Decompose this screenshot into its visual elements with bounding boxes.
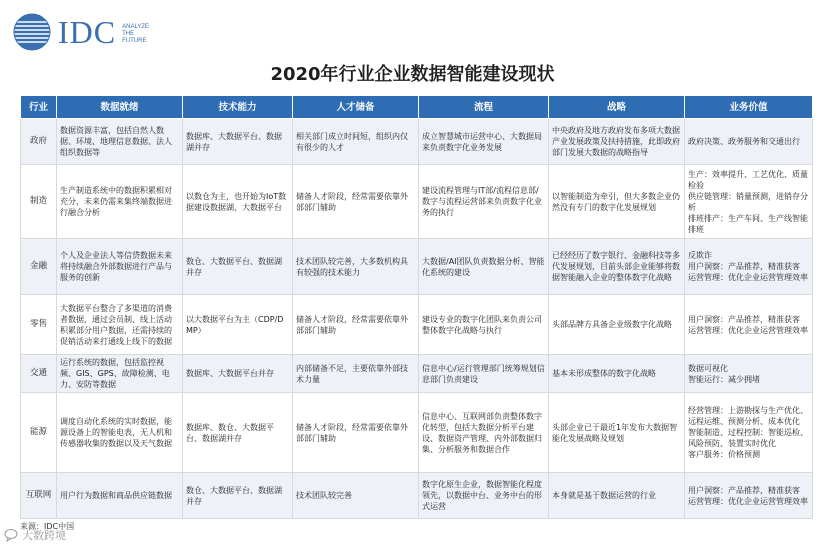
business-value-line: 排班排产：生产车间、生产线智能排班 — [688, 213, 808, 234]
table-row — [21, 295, 813, 355]
strategy-cell: 头部企业已于最近1年发布大数据智能化发展战略及规划 — [549, 393, 685, 473]
logo-tagline-line: ANALYZE — [122, 23, 150, 30]
process-cell: 信息中心/运行管理部门统筹规划信息部门负责建设 — [419, 355, 549, 393]
source-note: 来源：IDC中国 — [20, 522, 75, 531]
table-row — [21, 239, 813, 295]
business-value-line: 智能制造、过程控制：智能巡检、风险预防、装置实时优化 — [688, 428, 808, 448]
data-readiness-cell: 调度自动化系统的实时数据，能源设备上的智能电表，无人机和传感器收集的数据以及天气数据 — [57, 393, 183, 473]
table-row — [21, 355, 813, 393]
column-header: 流程 — [419, 96, 549, 119]
strategy-cell: 头部品牌方具备企业级数字化战略 — [549, 295, 685, 355]
column-header: 数据就绪 — [57, 96, 183, 119]
talent-cell: 相关部门成立时间短，组织内仅有很少的人才 — [293, 119, 419, 165]
business-value-line: 智能运行：减少拥堵 — [688, 374, 760, 384]
watermark-text: 大数跨境 — [22, 529, 66, 542]
business-value-cell — [685, 165, 813, 239]
process-cell: 大数据/AI团队负责数据分析、智能化系统的建设 — [419, 239, 549, 295]
strategy-cell: 中央政府及地方政府发布多项大数据产业发展政策及扶持措施，此即政府部门发展大数据的战略指导 — [549, 119, 685, 165]
table-row — [21, 165, 813, 239]
business-value-line: 用户洞察：产品推荐，精准获客 — [688, 262, 800, 271]
business-value-cell — [685, 119, 813, 165]
business-value-line: 用户洞察：产品推荐，精准获客 — [688, 314, 800, 324]
strategy-cell: 以智能制造为牵引，但大多数企业仍然没有专门的数字化发展规划 — [549, 165, 685, 239]
industry-cell: 互联网 — [21, 473, 57, 519]
talent-cell: 储备人才阶段，经常需要依靠外部部门辅助 — [293, 393, 419, 473]
business-value-cell — [685, 239, 813, 295]
watermark — [4, 527, 66, 543]
talent-cell: 内部储备不足，主要依靠外部技术力量 — [293, 355, 419, 393]
data-readiness-cell: 个人及企业法人等信贷数据未来将持续融合外部数据进行产品与服务的创新 — [57, 239, 183, 295]
talent-cell: 技术团队较完善，大多数机构具有较强的技术能力 — [293, 239, 419, 295]
industry-cell: 交通 — [21, 355, 57, 393]
idc-logo — [12, 12, 149, 52]
process-cell: 信息中心、互联网部负责整体数字化转型，包括大数据分析平台建设、数据资产管理、内外部数据归集、分析服务和数据合作 — [419, 393, 549, 473]
table-row — [21, 119, 813, 165]
chat-bubble-icon — [4, 528, 18, 542]
strategy-cell: 基本未形成整体的数字化战略 — [549, 355, 685, 393]
business-value-cell — [685, 295, 813, 355]
tech-capability-cell: 以大数据平台为主（CDP/DMP） — [183, 295, 293, 355]
business-value-line: 客户服务：价格预测 — [688, 450, 760, 459]
column-header: 技术能力 — [183, 96, 293, 119]
logo-tagline-line: FUTURE — [122, 37, 147, 44]
industry-cell: 零售 — [21, 295, 57, 355]
talent-cell: 储备人才阶段，经常需要依靠外部部门辅助 — [293, 165, 419, 239]
business-value-line: 反欺诈 — [688, 251, 712, 260]
business-value-line: 供应链管理：销量预测，进销存分析 — [688, 191, 808, 212]
tech-capability-cell: 数仓、大数据平台、数据湖并存 — [183, 239, 293, 295]
data-readiness-cell: 用户行为数据和商品供应链数据 — [57, 473, 183, 519]
process-cell: 建设专业的数字化团队来负责公司整体数字化战略与执行 — [419, 295, 549, 355]
column-header: 行业 — [21, 96, 57, 119]
talent-cell: 储备人才阶段，经常需要依靠外部部门辅助 — [293, 295, 419, 355]
data-readiness-cell: 数据资源丰富，包括自然人数据、环境、地理信息数据、法人组织数据等 — [57, 119, 183, 165]
process-cell: 数字化原生企业，数据智能化程度领先，以数据中台、业务中台的形式运营 — [419, 473, 549, 519]
data-readiness-cell: 运行系统的数据，包括监控视频、GIS、GPS、故障检测、电力、安防等数据 — [57, 355, 183, 393]
business-value-line: 运营管理：优化企业运营管理效率 — [688, 496, 808, 506]
industry-cell: 金融 — [21, 239, 57, 295]
strategy-cell: 已经经历了数字银行、金融科技等多代发展规划，目前头部企业能够将数据智能融入企业的整体数字化战略 — [549, 239, 685, 295]
table-row — [21, 473, 813, 519]
tech-capability-cell: 数据库、大数据平台、数据湖并存 — [183, 119, 293, 165]
logo-brand-text: IDC — [58, 14, 117, 50]
business-value-line: 数据可视化 — [688, 363, 728, 373]
column-header: 业务价值 — [685, 96, 813, 119]
process-cell: 建设流程管理与IT部/流程信息部/数字与流程运营部来负责数字化业务的执行 — [419, 165, 549, 239]
column-header: 人才储备 — [293, 96, 419, 119]
data-readiness-cell: 大数据平台整合了多渠道的消费者数据，通过会员制、线上活动积累部分用户数据，还需持续的促销活动来打通线上线下的数据 — [57, 295, 183, 355]
page-title: 2020年行业企业数据智能建设现状 — [270, 64, 555, 85]
table-header-row — [21, 96, 813, 119]
business-value-cell — [685, 393, 813, 473]
logo-tagline-line: THE — [122, 30, 135, 37]
tech-capability-cell: 数据库、数仓、大数据平台、数据湖并存 — [183, 393, 293, 473]
business-value-line: 生产：效率提升、工艺优化、质量检验 — [688, 169, 808, 190]
business-value-line: 政府决策、政务服务和交通出行 — [688, 137, 800, 146]
globe-icon — [12, 12, 52, 52]
data-readiness-cell: 生产制造系统中的数据积累相对充分，未来仍需来集终端数据进行融合分析 — [57, 165, 183, 239]
logo-tagline — [122, 24, 149, 45]
tech-capability-cell: 以数仓为主，也开始为IoT数据建设数据湖、大数据平台 — [183, 165, 293, 239]
business-value-line: 经营管理：上游勘探与生产优化、远程运维、预测分析、成本优化 — [688, 406, 808, 426]
column-header: 战略 — [549, 96, 685, 119]
strategy-cell: 本身就是基于数据运营的行业 — [549, 473, 685, 519]
business-value-line: 运营管理：优化企业运营管理效率 — [688, 325, 808, 335]
industry-cell: 能源 — [21, 393, 57, 473]
process-cell: 成立智慧城市运营中心、大数据局来负责数字化业务发展 — [419, 119, 549, 165]
business-value-line: 用户洞察：产品推荐，精准获客 — [688, 485, 800, 495]
tech-capability-cell: 数仓、大数据平台、数据湖并存 — [183, 473, 293, 519]
tech-capability-cell: 数据库、大数据平台并存 — [183, 355, 293, 393]
business-value-cell — [685, 355, 813, 393]
table-row — [21, 393, 813, 473]
talent-cell: 技术团队较完善 — [293, 473, 419, 519]
industry-cell: 政府 — [21, 119, 57, 165]
industry-cell: 制造 — [21, 165, 57, 239]
status-table — [20, 95, 813, 519]
business-value-line: 运营管理：优化企业运营管理效率 — [688, 273, 808, 282]
business-value-cell — [685, 473, 813, 519]
